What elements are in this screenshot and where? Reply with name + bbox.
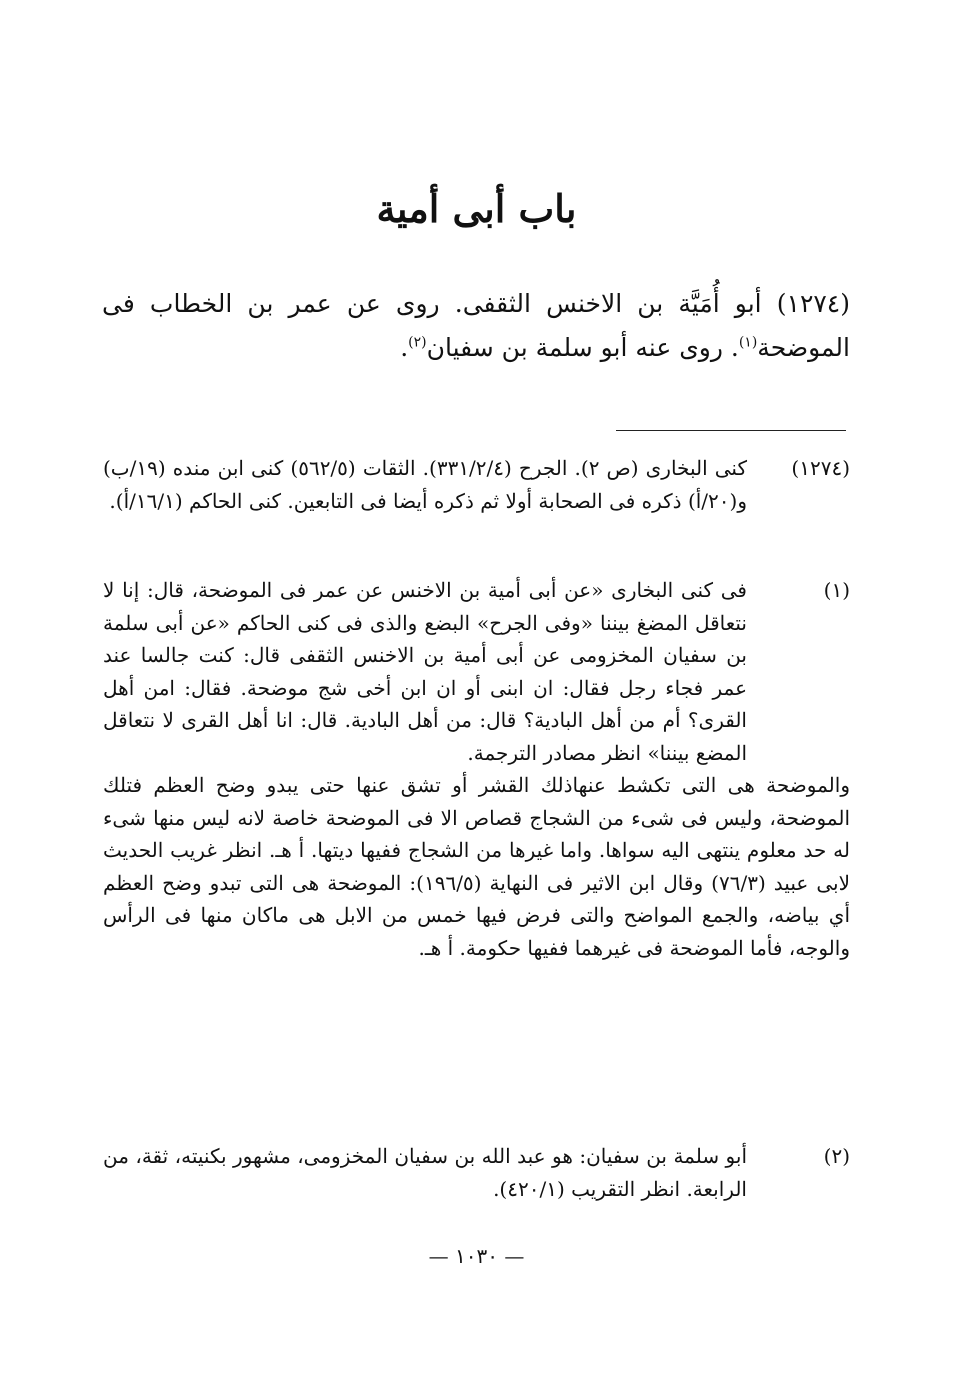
page-number: — ١٠٣٠ — [428, 1244, 525, 1268]
footnote-text: كنى البخارى (ص ٢). الجرح (٣٣١/٢/٤). الثقات (٥٦٢/٥) كنى ابن منده (١٩/ب) و(٢٠/أ) ذكره فى الصحابة أولا ثم ذكره أيضا فى التابعين. كنى الحاكم (١٦/١/أ). [103, 456, 747, 513]
entry-text-b: . روى عنه أبو سلمة بن سفيان [426, 333, 739, 362]
footnote-separator [616, 430, 846, 431]
footnote-number: (١) [823, 578, 850, 602]
footnote-text: فى كنى البخارى «عن أبى أمية بن الاخنس عن عمر فى الموضحة، قال: إنا لا نتعاقل المضغ بيننا «وفى الجرح» البضع والذى فى كنى الحاكم «عن أبى سلمة بن سفيان المخزومى عن أبى أمية بن الاخنس الثقفى قال: كنت جالسا عند عمر فجاء رجل فقال: ان ابنى أو ان ابن أخى شج موضحة. فقال: امن أهل القرى؟ أم من أهل البادية؟ قال: من أهل البادية. قال: انا أهل القرى لا نتعاقل المضع بيننا» انظر مصادر الترجمة. [103, 578, 747, 765]
entry-text-a: (١٢٧٤) أبو أُمَيَّة بن الاخنس الثقفى. روى عن عمر بن الخطاب فى الموضحة [102, 289, 850, 362]
footnote-continuation: والموضحة هى التى تكشط عنهاذلك القشر أو تشق عنها حتى يبدو وضح العظم فتلك الموضحة، وليس فى شىء من الشجاج قصاص الا فى الموضحة خاصة لانه ليس منها شىء له حد معلوم ينتهى اليه سواها. واما غيرها من الشجاج ففيها ديتها. أ هـ. انظر غريب الحديث لابى عبيد (٧٦/٣) وقال ابن الاثير فى النهاية (١٩٦/٥): الموضحة هى التى تبدو وضح العظم أي بياضه، والجمع المواضح والتى فرض فيها خمس من الابل هى ماكان منها فى الرأس والوجه، فأما الموضحة فى غيرهما ففيها حكومة. أ هـ. [103, 773, 851, 960]
footnote-2 [103, 1140, 850, 1205]
entry-text-c: . [400, 333, 409, 362]
footnote-text: أبو سلمة بن سفيان: هو عبد الله بن سفيان المخزومى، مشهور بكنيته، ثقة، من الرابعة. انظر التقريب (٤٢٠/١). [103, 1144, 747, 1201]
footnote-1 [103, 574, 850, 964]
footnote-1274 [103, 452, 850, 517]
footnote-ref-1: (١) [738, 334, 758, 351]
footnote-number: (١٢٧٤) [791, 456, 850, 480]
footnote-number: (٢) [823, 1144, 850, 1168]
biography-entry [102, 282, 850, 370]
chapter-title: باب أبى أمية [376, 186, 577, 231]
footnote-ref-2: (٢) [408, 334, 427, 351]
